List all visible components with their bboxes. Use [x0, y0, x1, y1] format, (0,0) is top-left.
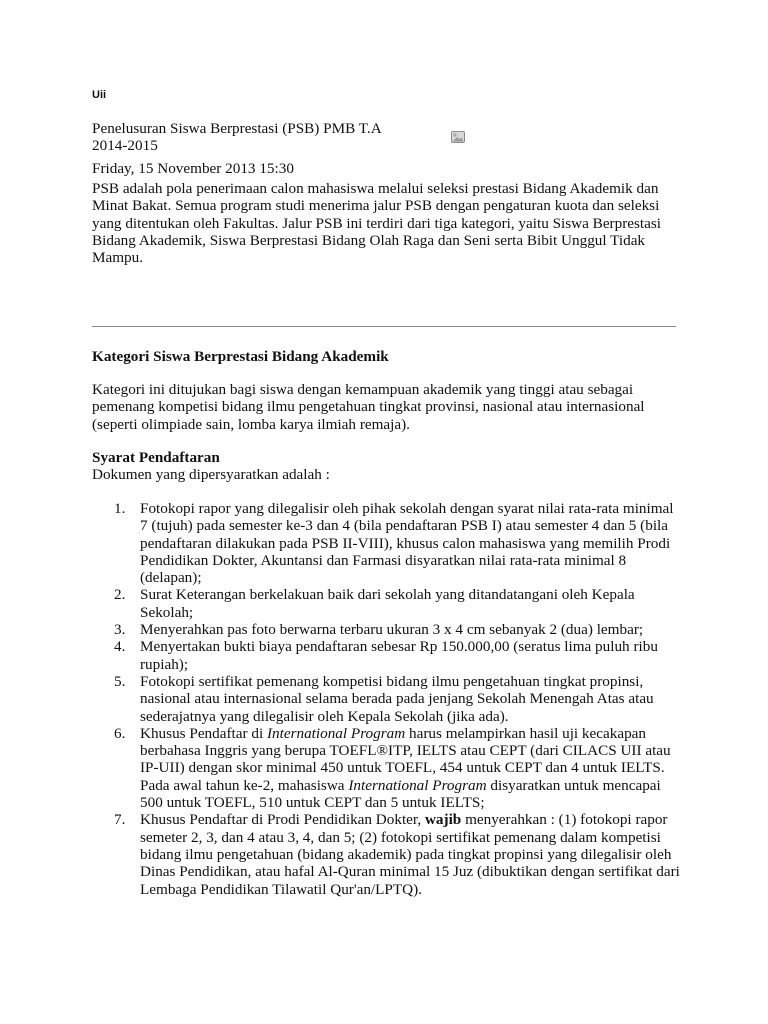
requirements-list [92, 500, 684, 898]
requirement-item-7 [92, 811, 684, 897]
requirement-number: 5. [114, 672, 126, 690]
requirement-text: Menyerahkan pas foto berwarna terbaru ukuran 3 x 4 cm sebanyak 2 (dua) lembar; [140, 621, 644, 639]
requirement-text-part: Khusus Pendaftar di Prodi Pendidikan Dokter, [140, 811, 425, 829]
requirement-item-4 [92, 638, 684, 673]
requirement-text-part: harus melampirkan hasil uji kecakapan berbahasa Inggris yang berupa TOEFL®ITP, IELTS atau CEPT (dari CILACS UII atau IP-UII) dengan skor minimal 450 untuk TOEFL, 454 untuk CEPT dan 4 untuk IELTS. Pada awal tahun ke-2, mahasiswa [140, 724, 671, 794]
requirement-text: Menyertakan bukti biaya pendaftaran sebesar Rp 150.000,00 (seratus lima puluh ribu rupiah); [140, 638, 658, 673]
page-title: Penelusuran Siswa Berprestasi (PSB) PMB T.A 2014-2015 [92, 120, 381, 155]
requirement-bold-term: wajib [424, 811, 462, 829]
requirement-italic-term: International Program [348, 776, 487, 794]
requirements-heading: Syarat Pendaftaran [92, 449, 220, 466]
requirement-italic-term: International Program [266, 724, 406, 742]
section-divider [92, 326, 676, 327]
requirement-text: Fotokopi sertifikat pemenang kompetisi bidang ilmu pengetahuan tingkat propinsi, nasional atau internasional selama berada pada jenjang Sekolah Menengah Atas atau sederajatnya yang dilegalisir oleh Kepala Sekolah (jika ada). [140, 672, 654, 725]
image-thumbnail-icon-graphic [450, 130, 466, 144]
section-heading: Kategori Siswa Berprestasi Bidang Akademik [92, 348, 389, 365]
requirement-item-3 [92, 621, 684, 638]
requirement-text-part: disyaratkan untuk mencapai 500 untuk TOEFL, 510 untuk CEPT dan 5 untuk IELTS; [140, 776, 661, 812]
requirement-number: 2. [114, 586, 126, 604]
requirement-item-2 [92, 586, 684, 621]
requirement-number: 3. [114, 621, 126, 639]
section-description: Kategori ini ditujukan bagi siswa dengan kemampuan akademik yang tinggi atau sebagai pemenang kompetisi bidang ilmu pengetahuan tingkat provinsi, nasional atau internasional (seperti olimpiade sain, lomba karya ilmiah remaja). [92, 381, 645, 433]
requirement-number: 4. [114, 638, 126, 656]
requirement-number: 7. [114, 811, 126, 829]
requirement-text: Surat Keterangan berkelakuan baik dari sekolah yang ditandatangani oleh Kepala Sekolah; [140, 586, 635, 621]
requirement-item-6 [92, 725, 684, 811]
requirement-number: 6. [114, 724, 126, 742]
requirement-number: 1. [114, 500, 126, 517]
requirement-text: Fotokopi rapor yang dilegalisir oleh pihak sekolah dengan syarat nilai rata-rata minimal 7 (tujuh) pada semester ke-3 dan 4 (bila pendaftaran PSB I) atau semester 4 dan 5 (bila pendaftaran dilakukan pada PSB II-VIII), khusus calon mahasiswa yang memilih Prodi Pendidikan Dokter, Akuntansi dan Farmasi disyaratkan nilai rata-rata minimal 8 (delapan); [140, 500, 674, 587]
site-label: Uii [92, 89, 107, 101]
requirement-text-part: Khusus Pendaftar di [140, 724, 267, 742]
requirement-item-1 [92, 500, 684, 586]
requirements-intro: Dokumen yang dipersyaratkan adalah : [92, 466, 330, 483]
publish-date: Friday, 15 November 2013 15:30 [92, 160, 294, 177]
intro-paragraph: PSB adalah pola penerimaan calon mahasiswa melalui seleksi prestasi Bidang Akademik dan Minat Bakat. Semua program studi menerima jalur PSB dengan pengaturan kuota dan seleksi yang ditentukan oleh Fakultas. Jalur PSB ini terdiri dari tiga kategori, yaitu Siswa Berprestasi Bidang Akademik, Siswa Berprestasi Bidang Olah Raga dan Seni serta Bibit Unggul Tidak Mampu. [92, 180, 662, 267]
requirement-text-part: menyerahkan : (1) fotokopi rapor semeter 2, 3, dan 4 atau 3, 4, dan 5; (2) fotokopi sertifikat pemenang dalam kompetisi bidang ilmu pengetahuan (bidang akademik) pada tingkat propinsi yang dilegalisir oleh Dinas Pendidikan, atau hafal Al-Quran minimal 15 Juz (dibuktikan dengan sertifikat dari Lembaga Pendidikan Tilawatil Qur'an/LPTQ). [140, 811, 680, 898]
image-thumbnail-icon[interactable] [450, 130, 466, 144]
requirement-item-5 [92, 673, 684, 725]
